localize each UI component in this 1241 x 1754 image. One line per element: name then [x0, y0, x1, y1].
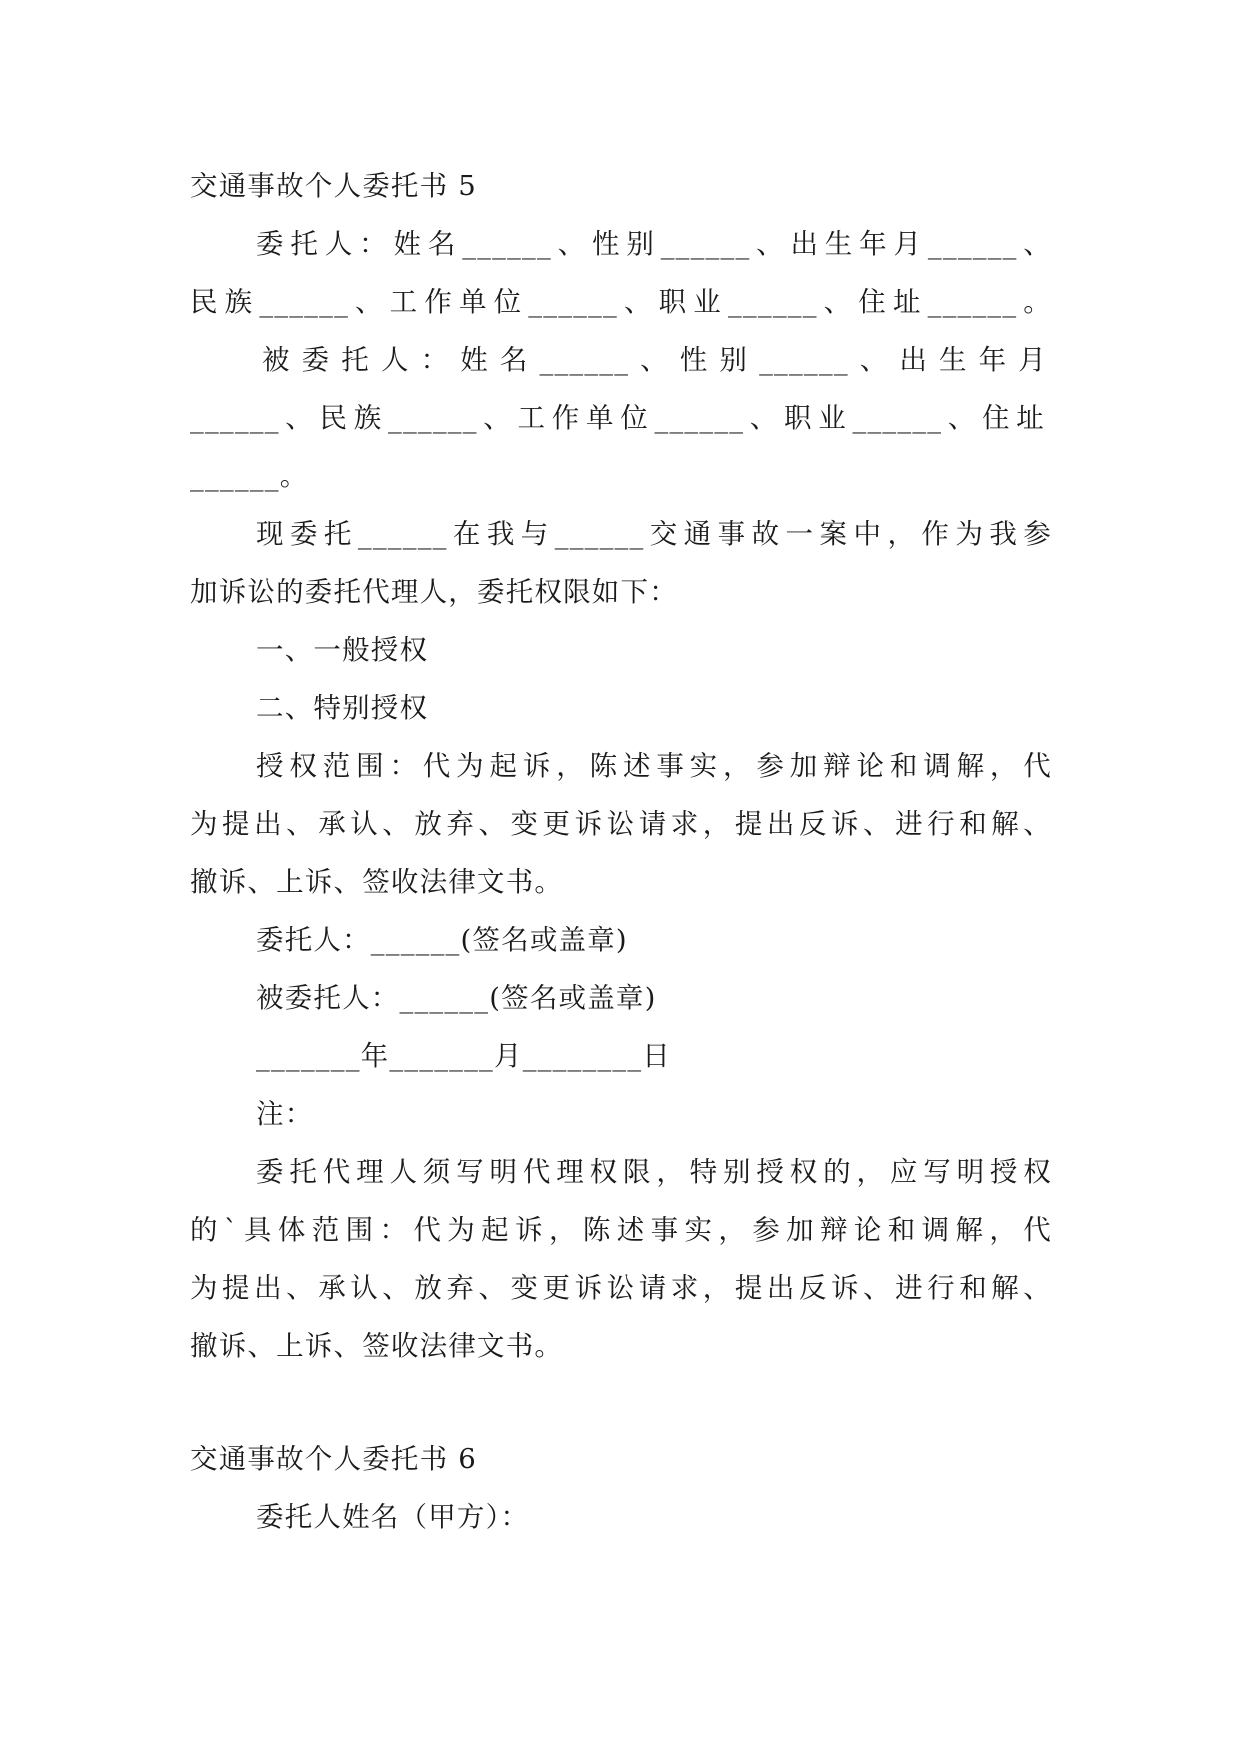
paragraph-line: 一、一般授权: [256, 634, 429, 666]
paragraph-line: 撤诉、上诉、签收法律文书。: [190, 1330, 564, 1362]
note-label: 注：: [256, 1098, 314, 1130]
paragraph-line: 二、特别授权: [256, 692, 429, 724]
paragraph-line: 撤诉、上诉、签收法律文书。: [190, 866, 564, 898]
paragraph-line: 现委托______在我与______交通事故一案中，作为我参: [256, 518, 1052, 550]
signature-line-principal: 委托人：______(签名或盖章): [256, 924, 628, 956]
paragraph-line: 为提出、承认、放弃、变更诉讼请求，提出反诉、进行和解、: [190, 1272, 1052, 1304]
paragraph-line: 委托人：姓名______、性别______、出生年月______、: [256, 228, 1052, 260]
paragraph-line: 被委托人：姓名______、性别______、出生年月: [262, 344, 1047, 376]
paragraph-line: ______、民族______、工作单位______、职业______、住址: [190, 402, 1045, 434]
paragraph-line: 的`具体范围：代为起诉，陈述事实，参加辩论和调解，代: [190, 1214, 1052, 1246]
paragraph-line: 授权范围：代为起诉，陈述事实，参加辩论和调解，代: [256, 750, 1052, 782]
paragraph-line: 为提出、承认、放弃、变更诉讼请求，提出反诉、进行和解、: [190, 808, 1052, 840]
paragraph-line: 民族______、工作单位______、职业______、住址______。: [190, 286, 1052, 318]
paragraph-line: 委托人姓名（甲方）：: [256, 1501, 530, 1533]
paragraph-line: 委托代理人须写明代理权限，特别授权的，应写明授权: [256, 1156, 1052, 1188]
paragraph-line: 加诉讼的委托代理人，委托权限如下：: [190, 576, 678, 608]
date-line: _______年_______月________日: [256, 1040, 671, 1072]
paragraph-line: ______。: [190, 460, 309, 492]
section-5-title: 交通事故个人委托书 5: [190, 170, 477, 202]
section-6-title: 交通事故个人委托书 6: [190, 1443, 477, 1475]
signature-line-agent: 被委托人：______(签名或盖章): [256, 982, 657, 1014]
